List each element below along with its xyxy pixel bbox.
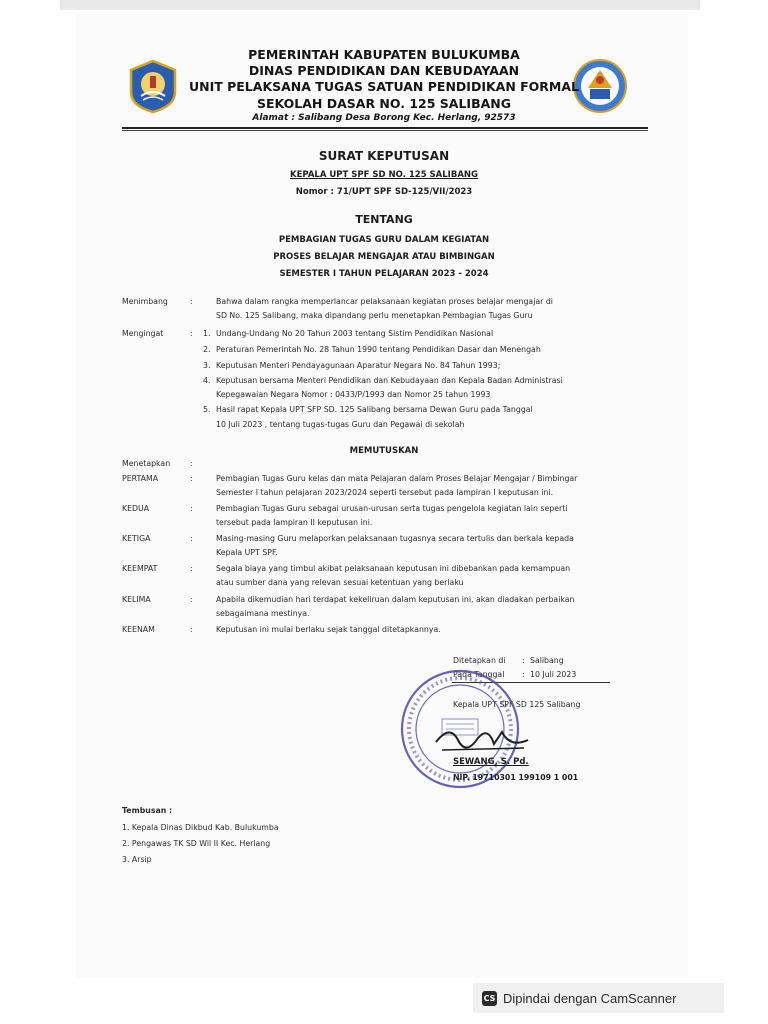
decision-text: tersebut pada lampiran II keputusan ini. <box>216 518 373 527</box>
tembusan-item: 1. Kepala Dinas Dikbud Kab. Bulukumba <box>122 823 279 832</box>
decision-label: KETIGA <box>122 534 151 543</box>
header-government: PEMERINTAH KABUPATEN BULUKUMBA <box>248 47 520 62</box>
mengingat-label: Mengingat <box>122 329 164 338</box>
decision-label: KEENAM <box>122 625 155 634</box>
header-department: DINAS PENDIDIKAN DAN KEBUDAYAAN <box>248 63 520 78</box>
signer-position: Kepala UPT SPF SD 125 Salibang <box>453 700 581 709</box>
signer-nip: NIP. 19710301 199109 1 001 <box>453 773 579 782</box>
decision-text: Semester I tahun pelajaran 2023/2024 seperti tersebut pada lampiran I keputusan ini. <box>216 488 554 497</box>
doc-number: Nomor : 71/UPT SPF SD-125/VII/2023 <box>295 187 473 197</box>
date-label: Pada Tanggal <box>453 670 505 679</box>
mengingat-item: Hasil rapat Kepala UPT SFP SD. 125 Salibang bersama Dewan Guru pada Tanggal <box>216 405 533 414</box>
mengingat-item: Undang-Undang No 20 Tahun 2003 tentang Sistim Pendidikan Nasional <box>216 329 494 338</box>
date-value: 10 Juli 2023 <box>530 670 577 679</box>
mengingat-sep: : <box>190 329 193 338</box>
tembusan-item: 2. Pengawas TK SD Wil II Kec. Herlang <box>122 839 271 848</box>
decision-text: Apabila dikemudian hari terdapat kekeliruan dalam keputusan ini, akan diadakan perbaikan <box>216 595 575 604</box>
doc-about: TENTANG <box>355 213 413 226</box>
camscanner-icon: CS <box>482 991 497 1006</box>
decision-text: Masing-masing Guru melaporkan pelaksanaan tugasnya secara tertulis dan berkala kepada <box>216 534 574 543</box>
regency-emblem-icon <box>125 58 181 114</box>
decision-sep: : <box>190 474 193 483</box>
doc-subject-line-1: PEMBAGIAN TUGAS GURU DALAM KEGIATAN <box>278 235 490 245</box>
decision-label: PERTAMA <box>122 474 159 483</box>
mengingat-item-number: 3. <box>203 361 211 370</box>
header-unit: UNIT PELAKSANA TUGAS SATUAN PENDIDIKAN FORMAL <box>188 79 580 94</box>
decision-label: KEDUA <box>122 504 150 513</box>
mengingat-item: Keputusan bersama Menteri Pendidikan dan Kebudayaan dan Kepala Badan Administrasi <box>216 376 563 385</box>
decision-text: Pembagian Tugas Guru sebagai urusan-urusan serta tugas pengelola kegiatan lain seperti <box>216 504 568 513</box>
mengingat-item-number: 4. <box>203 376 211 385</box>
menimbang-sep: : <box>190 297 193 306</box>
decision-text: Segala biaya yang timbul akibat pelaksanaan keputusan ini dibebankan pada kemampuan <box>216 564 571 573</box>
header-address: Alamat : Salibang Desa Borong Kec. Herlang, 92573 <box>252 113 516 123</box>
place-label: Ditetapkan di <box>453 656 506 665</box>
scan-edge <box>60 0 700 10</box>
menetapkan-label: Menetapkan <box>122 459 171 468</box>
header-rule-thin <box>122 130 648 131</box>
decision-sep: : <box>190 625 193 634</box>
menetapkan-sep: : <box>190 459 193 468</box>
decision-text: atau sumber dana yang relevan sesuai ketentuan yang berlaku <box>216 578 464 587</box>
doc-type: SURAT KEPUTUSAN <box>318 149 450 163</box>
mengingat-item-number: 1. <box>203 329 211 338</box>
mengingat-item: Kepegawaian Negara Nomor : 0433/P/1993 dan Nomor 25 tahun 1993 <box>216 390 491 399</box>
mengingat-item-number: 5. <box>203 405 211 414</box>
doc-issuer: KEPALA UPT SPF SD NO. 125 SALIBANG <box>290 170 478 180</box>
doc-subject-line-3: SEMESTER I TAHUN PELAJARAN 2023 - 2024 <box>279 269 489 279</box>
mengingat-item: Keputusan Menteri Pendayagunaan Aparatur Negara No. 84 Tahun 1993; <box>216 361 501 370</box>
decision-sep: : <box>190 504 193 513</box>
decision-text: sebagaimana mestinya. <box>216 609 310 618</box>
mengingat-item: Peraturan Pemerintah No. 28 Tahun 1990 tentang Pendidikan Dasar dan Menengah <box>216 345 541 354</box>
place-value: Salibang <box>530 656 564 665</box>
decision-sep: : <box>190 564 193 573</box>
memutuskan-heading: MEMUTUSKAN <box>349 446 419 456</box>
date-sep: : <box>522 670 525 679</box>
mengingat-item-number: 2. <box>203 345 211 354</box>
mengingat-item: 10 Juli 2023 , tentang tugas-tugas Guru dan Pegawai di sekolah <box>216 420 465 429</box>
menimbang-label: Menimbang <box>122 297 168 306</box>
decision-text: Pembagian Tugas Guru kelas dan mata Pelajaran dalam Proses Belajar Mengajar / Bimbingar <box>216 474 578 483</box>
menimbang-text: Bahwa dalam rangka memperlancar pelaksanaan kegiatan proses belajar mengajar di <box>216 297 553 306</box>
camscanner-text: Dipindai dengan CamScanner <box>503 990 677 1006</box>
decision-sep: : <box>190 595 193 604</box>
decision-text: Kepala UPT SPF. <box>216 548 278 557</box>
signer-name: SEWANG, S. Pd. <box>453 757 529 767</box>
doc-subject-line-2: PROSES BELAJAR MENGAJAR ATAU BIMBINGAN <box>273 252 495 262</box>
decision-label: KELIMA <box>122 595 151 604</box>
decision-sep: : <box>190 534 193 543</box>
place-sep: : <box>522 656 525 665</box>
tembusan-title: Tembusan : <box>122 806 173 815</box>
header-school: SEKOLAH DASAR NO. 125 SALIBANG <box>256 96 512 111</box>
camscanner-watermark <box>473 983 724 1013</box>
handwritten-signature-icon <box>432 718 532 758</box>
decision-text: Keputusan ini mulai berlaku sejak tanggal ditetapkannya. <box>216 625 441 634</box>
header-rule <box>122 127 648 129</box>
tembusan-item: 3. Arsip <box>122 855 152 864</box>
decision-label: KEEMPAT <box>122 564 158 573</box>
menimbang-text: SD No. 125 Salibang, maka dipandang perlu menetapkan Pembagian Tugas Guru <box>216 311 533 320</box>
